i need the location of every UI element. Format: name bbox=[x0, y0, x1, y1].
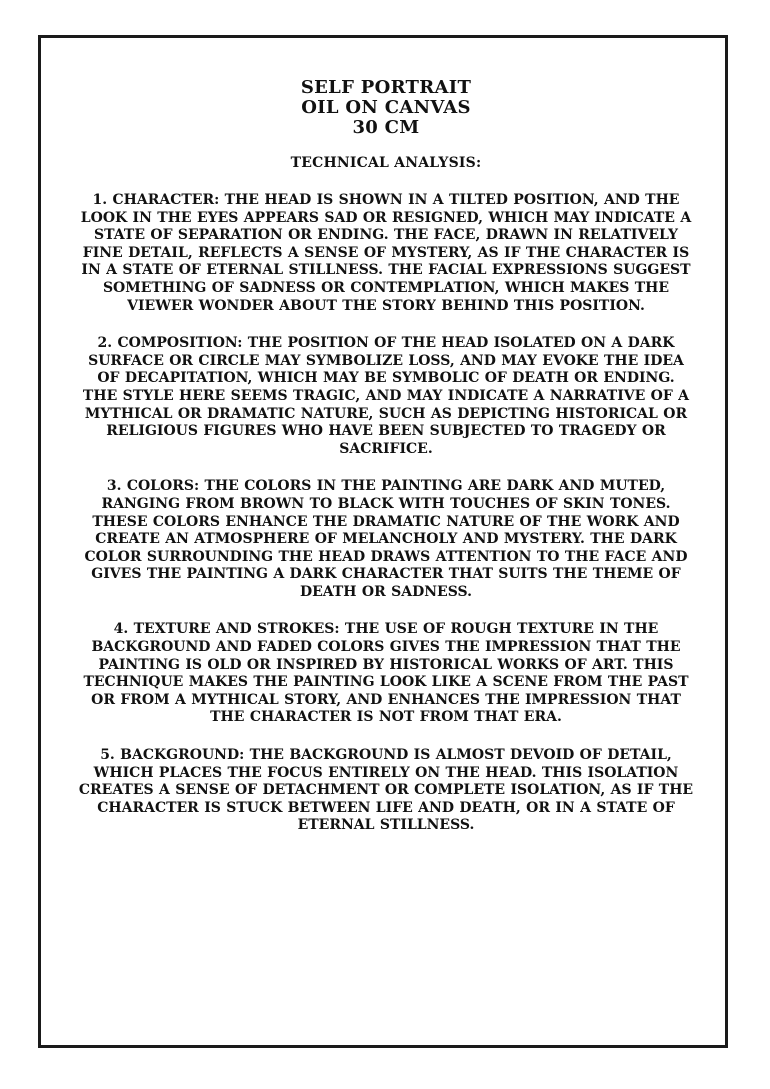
title-line-medium: OIL ON CANVAS bbox=[301, 97, 471, 118]
paragraph-character: 1. CHARACTER: THE HEAD IS SHOWN IN A TILTED POSITION, AND THE LOOK IN THE EYES APPEARS SAD OR RESIGNED, WHICH MAY INDICATE A STATE OF SEPARATION OR ENDING. THE FACE, DRAWN IN RELATIVELY FINE DETAIL, REFLECTS A SENSE OF MYSTERY, AS IF THE CHARACTER IS IN A STATE OF ETERNAL STILLNESS. THE FACIAL EXPRESSIONS SUGGEST SOMETHING OF SADNESS OR CONTEMPLATION, WHICH MAKES THE VIEWER WONDER ABOUT THE STORY BEHIND THIS POSITION. bbox=[80, 192, 692, 314]
title-line-size: 30 CM bbox=[352, 117, 420, 138]
paragraph-composition: 2. COMPOSITION: THE POSITION OF THE HEAD ISOLATED ON A DARK SURFACE OR CIRCLE MAY SYMBOLIZE LOSS, AND MAY EVOKE THE IDEA OF DECAPITATION, WHICH MAY BE SYMBOLIC OF DEATH OR ENDING. THE STYLE HERE SEEMS TRAGIC, AND MAY INDICATE A NARRATIVE OF A MYTHICAL OR DRAMATIC NATURE, SUCH AS DEPICTING HISTORICAL OR RELIGIOUS FIGURES WHO HAVE BEEN SUBJECTED TO TRAGEDY OR SACRIFICE. bbox=[82, 335, 690, 457]
section-heading: TECHNICAL ANALYSIS: bbox=[290, 155, 482, 171]
paragraph-texture-strokes: 4. TEXTURE AND STROKES: THE USE OF ROUGH TEXTURE IN THE BACKGROUND AND FADED COLORS GIVES THE IMPRESSION THAT THE PAINTING IS OLD OR INSPIRED BY HISTORICAL WORKS OF ART. THIS TECHNIQUE MAKES THE PAINTING LOOK LIKE A SCENE FROM THE PAST OR FROM A MYTHICAL STORY, AND ENHANCES THE IMPRESSION THAT THE CHARACTER IS NOT FROM THAT ERA. bbox=[83, 621, 689, 726]
document-body bbox=[78, 78, 694, 835]
document-title bbox=[78, 78, 694, 138]
paragraph-colors: 3. COLORS: THE COLORS IN THE PAINTING ARE DARK AND MUTED, RANGING FROM BROWN TO BLACK WITH TOUCHES OF SKIN TONES. THESE COLORS ENHANCE THE DRAMATIC NATURE OF THE WORK AND CREATE AN ATMOSPHERE OF MELANCHOLY AND MYSTERY. THE DARK COLOR SURROUNDING THE HEAD DRAWS ATTENTION TO THE FACE AND GIVES THE PAINTING A DARK CHARACTER THAT SUITS THE THEME OF DEATH OR SADNESS. bbox=[84, 478, 688, 600]
paragraph-background: 5. BACKGROUND: THE BACKGROUND IS ALMOST DEVOID OF DETAIL, WHICH PLACES THE FOCUS ENTIRELY ON THE HEAD. THIS ISOLATION CREATES A SENSE OF DETACHMENT OR COMPLETE ISOLATION, AS IF THE CHARACTER IS STUCK BETWEEN LIFE AND DEATH, OR IN A STATE OF ETERNAL STILLNESS. bbox=[78, 747, 694, 834]
title-line-artwork: SELF PORTRAIT bbox=[300, 77, 472, 98]
